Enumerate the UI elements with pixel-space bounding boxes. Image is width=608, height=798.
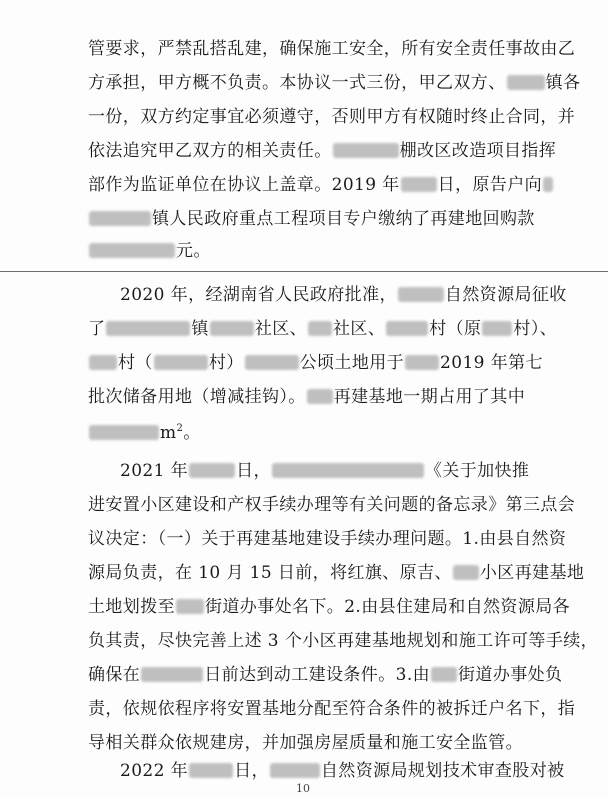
- text-line: [88, 494, 576, 516]
- text-run: 街道办事处名下。2.由县住建局和自然资源局各: [205, 597, 571, 617]
- text-run: 2020 年，经湖南省人民政府批准，: [120, 285, 397, 305]
- text-line: [88, 72, 581, 94]
- redaction-block: [176, 599, 204, 614]
- text-run: 部作为监证单位在协议上盖章。2019 年: [88, 175, 400, 195]
- redaction-block: [106, 321, 190, 336]
- redaction-block: [453, 565, 479, 580]
- text-run: 土地划拨至: [88, 597, 175, 617]
- text-run: 批次储备用地（增减挂钩）。: [88, 387, 306, 407]
- redaction-block: [431, 667, 457, 682]
- text-run: 导相关群众依规建房，并加强房屋质量和施工安全监管。: [88, 733, 523, 753]
- text-run: 元。: [176, 241, 211, 261]
- text-line: [88, 318, 558, 340]
- redaction-block: [210, 321, 254, 336]
- text-run: 确保在: [88, 665, 141, 685]
- redaction-block: [189, 763, 233, 778]
- text-run: 议决定：（一）关于再建基地建设手续办理问题。1.由县自然资: [88, 529, 567, 549]
- text-line: [88, 418, 548, 444]
- text-line: [88, 528, 567, 550]
- text-run: 日前达到动工建设条件。3.由: [204, 665, 431, 685]
- superscript-two: 2: [176, 423, 184, 434]
- text-line: [88, 664, 563, 686]
- text-run: 2022 年: [120, 761, 189, 781]
- redaction-block: [405, 355, 439, 370]
- redaction-block: [401, 177, 437, 192]
- text-line: [88, 38, 576, 60]
- text-line: [120, 284, 567, 306]
- text-run: 管要求，严禁乱搭乱建，确保施工安全，所有安全责任事故由乙: [88, 39, 576, 59]
- text-run: 责，依规依程序将安置基地分配至符合条件的被拆迁户名下，指: [88, 699, 576, 719]
- redaction-block: [189, 463, 235, 478]
- page-number: 10: [296, 782, 310, 795]
- text-run: 依法追究甲乙双方的相关责任。: [88, 141, 332, 161]
- text-run: 镇: [191, 319, 209, 339]
- text-run: 自然资源局规划技术审查股对被: [320, 761, 565, 781]
- text-run: 再建基地一期占用了其中: [333, 387, 526, 407]
- text-run: 公顷土地用于: [299, 353, 405, 373]
- text-run: 《关于加快推: [424, 461, 530, 481]
- redaction-block: [308, 321, 332, 336]
- text-run: 村（: [118, 353, 153, 373]
- text-line: [88, 352, 548, 374]
- text-line: [88, 208, 548, 230]
- redaction-block: [89, 425, 159, 440]
- text-run: 源局负责，在 10 月 15 日前，将红旗、原吉、: [88, 563, 452, 583]
- text-line: [120, 460, 550, 482]
- text-run: 2019 年第七: [440, 353, 543, 373]
- text-line: [88, 140, 557, 162]
- text-line: [88, 630, 599, 652]
- redaction-block: [333, 143, 399, 158]
- text-line: [88, 698, 576, 720]
- redaction-block: [386, 321, 428, 336]
- text-run: 小区再建基地: [479, 563, 585, 583]
- text-run: 棚改区改造项目指挥: [399, 141, 557, 161]
- text-run: 村（原: [429, 319, 482, 339]
- redaction-block: [89, 243, 175, 258]
- text-run: 日，: [236, 461, 271, 481]
- redaction-block: [398, 287, 444, 302]
- text-run: 社区、: [333, 319, 386, 339]
- text-line: [88, 562, 585, 584]
- redaction-block: [307, 389, 333, 404]
- text-run: 了: [88, 319, 106, 339]
- redaction-block: [270, 763, 320, 778]
- redaction-block: [272, 463, 424, 478]
- text-run: m: [160, 423, 177, 443]
- text-run: 镇各: [545, 73, 581, 93]
- redaction-block: [543, 177, 553, 192]
- text-line: [88, 240, 548, 262]
- text-run: 一份，双方约定事宜必须遵守，否则甲方有权随时终止合同，并: [88, 107, 576, 127]
- text-run: 社区、: [254, 319, 308, 339]
- text-line: [88, 596, 571, 618]
- text-line: [88, 732, 548, 754]
- text-run: 进安置小区建设和产权手续办理等有关问题的备忘录》第三点会: [88, 495, 576, 515]
- redaction-block: [89, 211, 151, 226]
- text-run: 村）、: [513, 319, 558, 339]
- text-run: 日，原告户向: [437, 175, 543, 195]
- text-run: 方承担，甲方概不负责。本协议一式三份，甲乙双方、: [88, 73, 506, 93]
- text-run: 镇人民政府重点工程项目专户缴纳了再建地回购款: [152, 209, 535, 229]
- text-line: [88, 174, 548, 196]
- text-run: 街道办事处负: [458, 665, 563, 685]
- text-run: 2021 年: [120, 461, 189, 481]
- redaction-block: [89, 355, 117, 370]
- text-line: [88, 106, 576, 128]
- text-run: 日，: [234, 761, 269, 781]
- redaction-block: [154, 355, 208, 370]
- redaction-block: [482, 321, 512, 336]
- text-run: 村）: [208, 353, 244, 373]
- text-run: 负其责，尽快完善上述 3 个小区再建基地规划和施工许可等手续，: [88, 631, 599, 651]
- text-run: 。: [183, 423, 201, 443]
- text-line: [88, 386, 548, 408]
- scan-divider: [0, 271, 608, 272]
- text-run: 自然资源局征收: [444, 285, 567, 305]
- redaction-block: [245, 355, 299, 370]
- redaction-block: [141, 667, 203, 682]
- text-line: [120, 760, 565, 782]
- redaction-block: [507, 75, 545, 90]
